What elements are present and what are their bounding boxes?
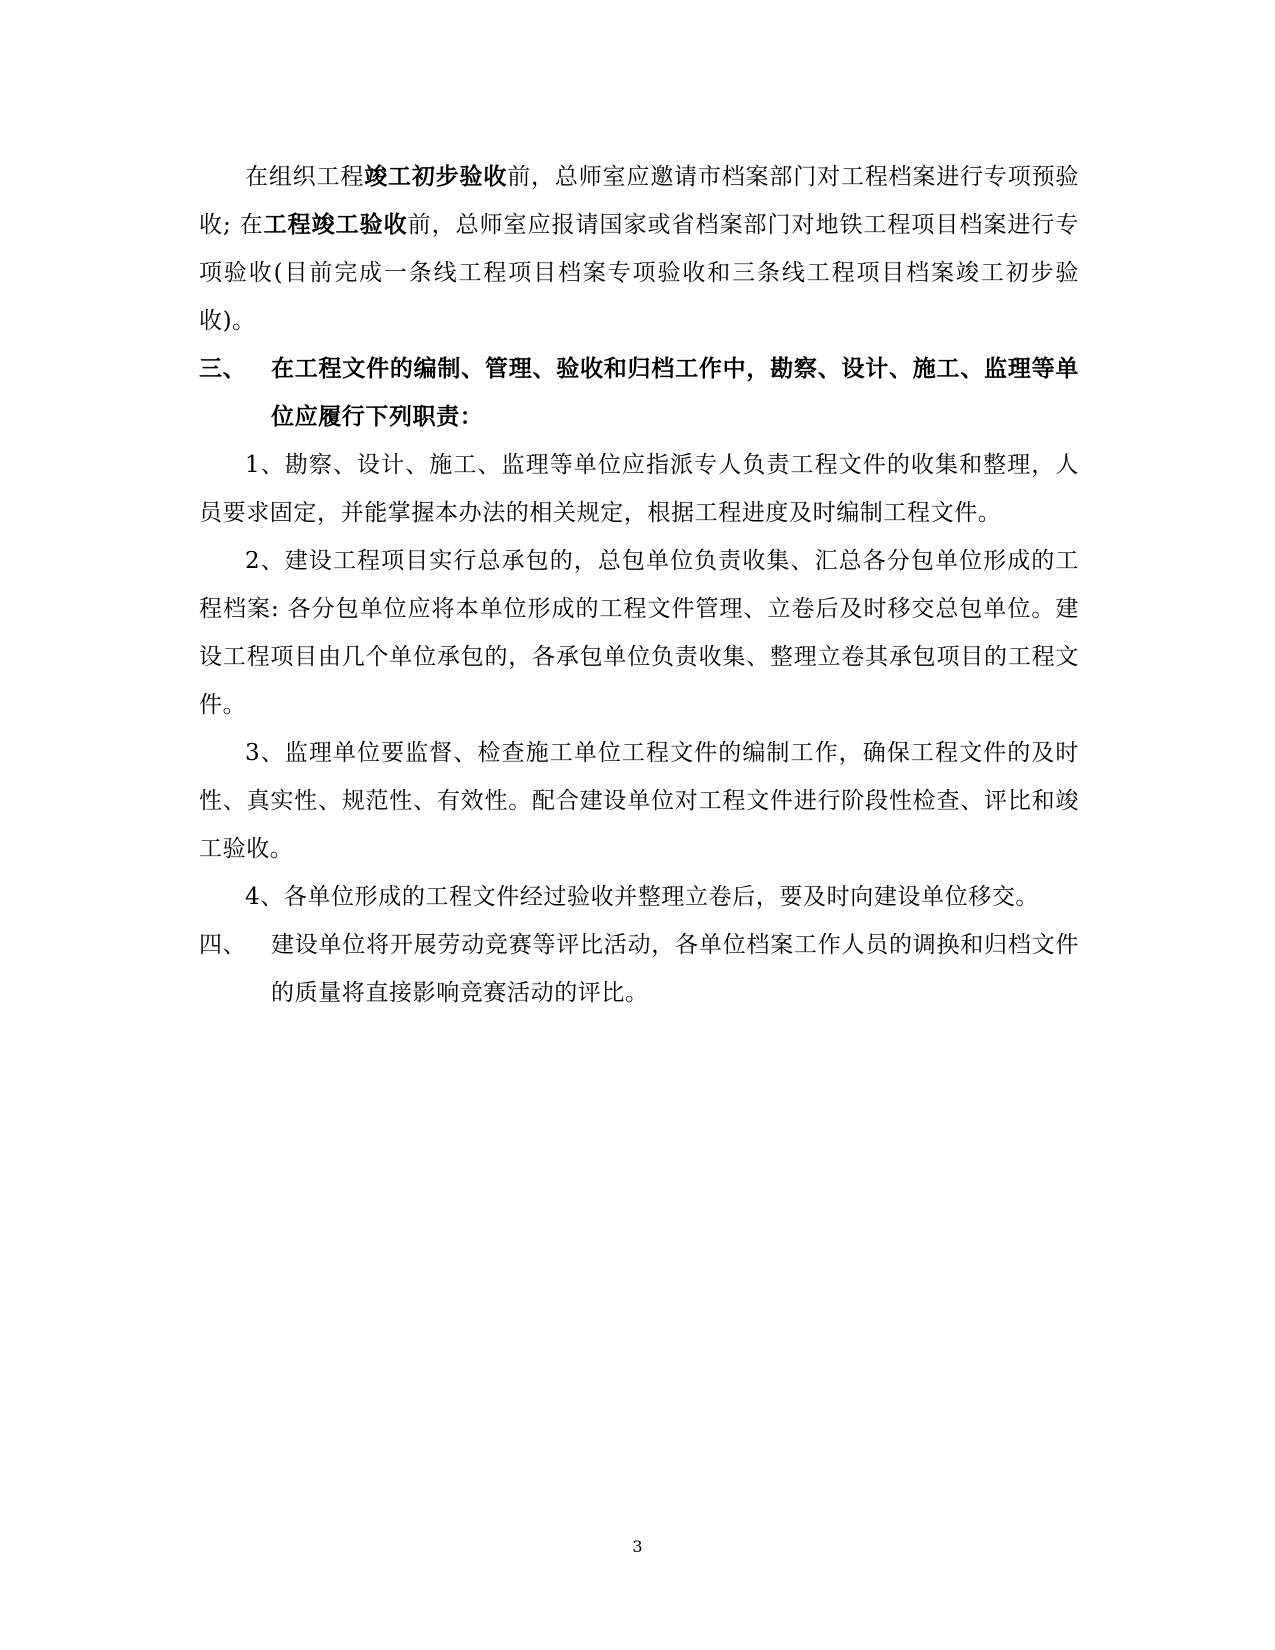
paragraph-text: 前，总师室应邀请市档案部门对工程档案进行专项预验收; 在	[199, 164, 1080, 238]
list-item-4: 4、各单位形成的工程文件经过验收并整理立卷后，要及时向建设单位移交。	[245, 884, 1040, 910]
bold-term-completion-acceptance: 工程竣工验收	[263, 212, 408, 238]
list-item-1: 1、勘察、设计、施工、监理等单位应指派专人负责工程文件的收集和整理，人员要求固定，并能掌握本办法的相关规定，根据工程进度及时编制工程文件。	[199, 452, 1079, 526]
section-text: 建设单位将开展劳动竞赛等评比活动，各单位档案工作人员的调换和归档文件的质量将直接影响竞赛活动的评比。	[271, 932, 1079, 1006]
document-body	[199, 153, 1079, 1017]
paragraph-acceptance	[199, 153, 1079, 345]
bold-term-preliminary-acceptance: 竣工初步验收	[364, 164, 508, 190]
paragraph-text: 前，总师室应报请国家或省档案部门对地铁工程项目档案进行专项验收(目前完成一条线工程项目档案专项验收和三条线工程项目档案竣工初步验收)。	[199, 212, 1079, 334]
section-number: 三、	[199, 356, 247, 382]
paragraph-text: 在组织工程	[245, 164, 365, 190]
section-heading-3	[199, 345, 1079, 441]
list-item-3: 3、监理单位要监督、检查施工单位工程文件的编制工作，确保工程文件的及时性、真实性、规范性、有效性。配合建设单位对工程文件进行阶段性检查、评比和竣工验收。	[199, 740, 1079, 862]
section-heading-4	[199, 921, 1079, 1017]
section-heading-text: 在工程文件的编制、管理、验收和归档工作中，勘察、设计、施工、监理等单位应履行下列职责：	[271, 356, 1079, 430]
section-number: 四、	[199, 932, 247, 958]
list-item-2: 2、建设工程项目实行总承包的，总包单位负责收集、汇总各分包单位形成的工程档案: 各分包单位应将本单位形成的工程文件管理、立卷后及时移交总包单位。建设工程项目由几个单位承包的，各承包单位负责收集、整理立卷其承包项目的工程文件。	[199, 548, 1079, 718]
page-number: 3	[632, 1537, 643, 1556]
